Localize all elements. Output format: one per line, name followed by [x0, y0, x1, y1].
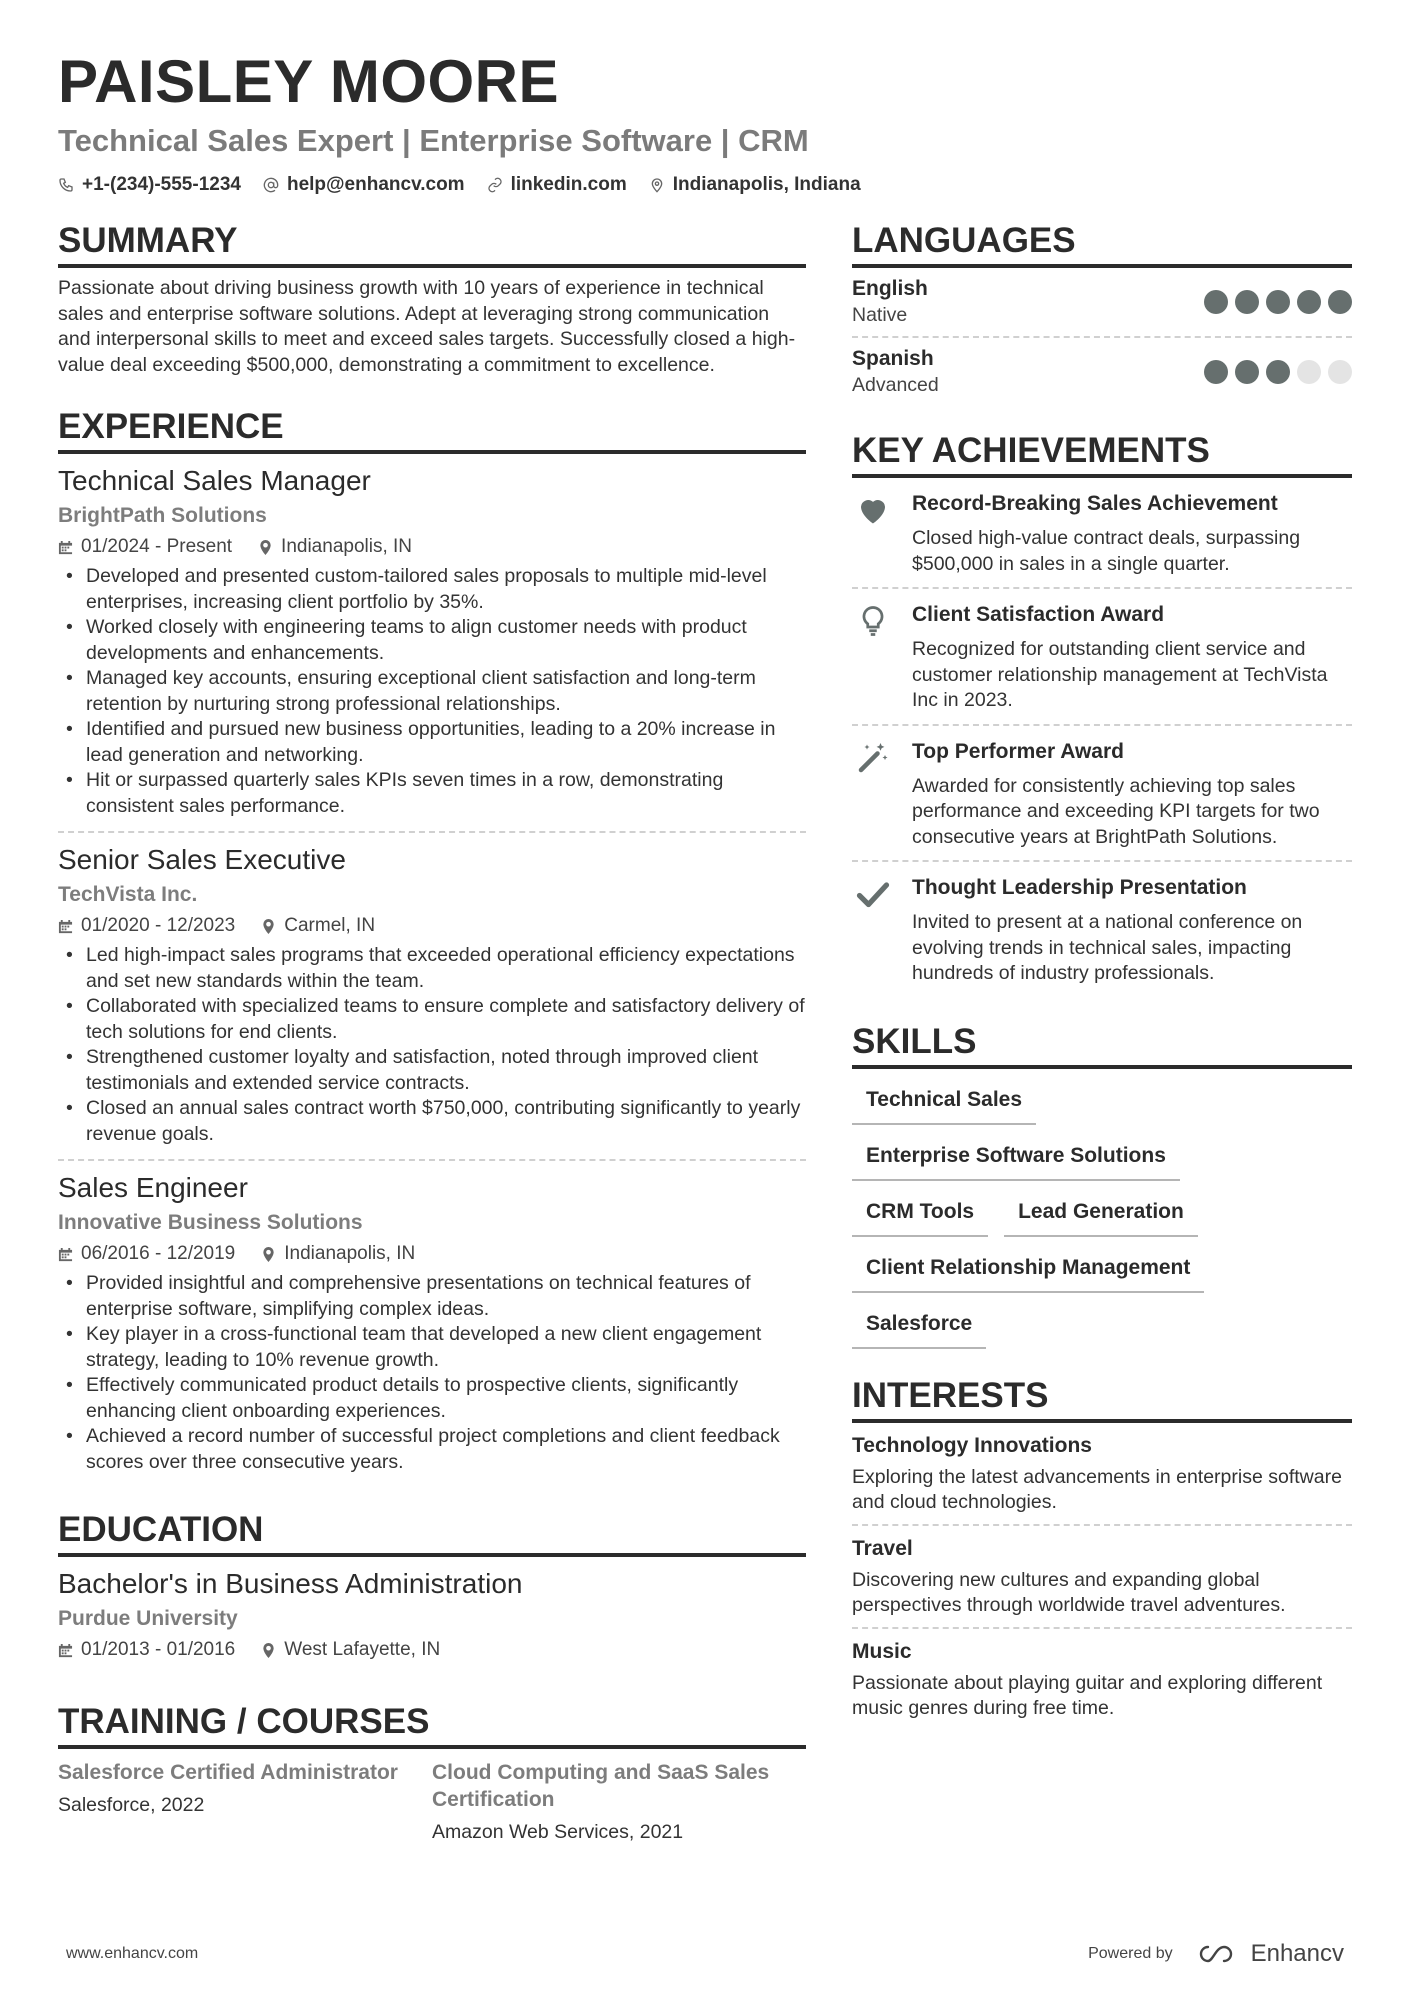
job-location-text: Indianapolis, IN: [281, 536, 413, 557]
phone-icon: [58, 177, 74, 193]
location-text: Indianapolis, Indiana: [672, 174, 861, 195]
achievement-body: [912, 738, 1352, 851]
achievement-body: [912, 874, 1352, 987]
language-name: English: [852, 277, 928, 300]
job-bullet: • Hit or surpassed quarterly sales KPIs seven times in a row, demonstrating consistent sales performance.: [58, 768, 806, 819]
job-dates-text: 01/2024 - Present: [81, 536, 233, 557]
skills-section: [852, 1021, 1352, 1349]
education-meta: [58, 1637, 806, 1663]
skills-row: [852, 1081, 1352, 1125]
job-entry: [58, 454, 806, 833]
achievement-title: Record-Breaking Sales Achievement: [912, 492, 1278, 515]
rating-dot-filled: [1266, 290, 1290, 314]
skill-tag: Salesforce: [852, 1305, 986, 1349]
job-bullet: • Led high-impact sales programs that exceeded operational efficiency expectations and set new standards within the team.: [58, 943, 806, 994]
rating-dot-empty: [1328, 360, 1352, 384]
language-entry: [852, 268, 1352, 338]
skills-row: [852, 1193, 1352, 1237]
achievement-icon-wrap: [852, 738, 894, 851]
job-bullet: • Developed and presented custom-tailored sales proposals to multiple mid-level enterprises, increasing client portfolio by 35%.: [58, 564, 806, 615]
skills-list: [852, 1081, 1352, 1349]
job-dates: [58, 913, 235, 939]
skill-tag: Enterprise Software Solutions: [852, 1137, 1180, 1181]
achievement-desc: Recognized for outstanding client service and customer relationship management at TechVista Inc in 2023.: [912, 638, 1328, 711]
interest-desc: Passionate about playing guitar and exploring different music genres during free time.: [852, 1671, 1323, 1719]
interest-title: Technology Innovations: [852, 1433, 1092, 1457]
interest-entry: [852, 1629, 1352, 1730]
school-name: Purdue University: [58, 1607, 238, 1630]
job-location-text: Indianapolis, IN: [284, 1243, 416, 1264]
job-entry: [58, 1161, 806, 1487]
contact-bar: [58, 174, 1352, 196]
achievement-title: Thought Leadership Presentation: [912, 876, 1247, 899]
achievement-icon-wrap: [852, 601, 894, 714]
job-bullet: • Provided insightful and comprehensive presentations on technical features of enterprise software, simplifying complex ideas.: [58, 1271, 806, 1322]
education-title: EDUCATION: [58, 1509, 806, 1557]
skills-title: SKILLS: [852, 1021, 1352, 1069]
language-rating: [1204, 360, 1352, 384]
achievement-entry: [852, 589, 1352, 726]
job-location: [258, 534, 412, 560]
achievement-icon-wrap: [852, 490, 894, 577]
language-info: [852, 346, 939, 398]
job-dates: [58, 534, 232, 560]
job-title: Senior Sales Executive: [58, 844, 346, 875]
contact-linkedin[interactable]: [487, 174, 627, 196]
courses-list: [58, 1759, 806, 1844]
email-text: help@enhancv.com: [286, 174, 465, 195]
link-icon: [487, 177, 503, 193]
linkedin-text: linkedin.com: [510, 174, 627, 195]
heart-icon: [855, 492, 891, 528]
job-dates-text: 01/2020 - 12/2023: [81, 915, 236, 936]
achievements-section: [852, 430, 1352, 997]
summary-text: Passionate about driving business growth with 10 years of experience in technical sales and enterprise software solutions. Adept at leveraging strong communication and interpersonal skills to meet and exceed sales targets. Successfully closed a high-value deal exceeding $500,000, demonstrating a commitment to excellence.: [58, 277, 796, 376]
calendar-icon: [58, 540, 73, 555]
contact-location: [649, 174, 861, 196]
skill-tag: CRM Tools: [852, 1193, 988, 1237]
right-column: [852, 220, 1352, 1872]
education-section: [58, 1509, 806, 1675]
skill-tag: Technical Sales: [852, 1081, 1036, 1125]
magic-wand-icon: [855, 740, 891, 776]
achievement-icon-wrap: [852, 874, 894, 987]
job-entry: [58, 833, 806, 1161]
page-footer: [66, 1940, 1344, 1968]
phone-text: +1-(234)-555-1234: [82, 174, 241, 195]
achievement-title: Top Performer Award: [912, 739, 1124, 763]
skills-row: [852, 1249, 1352, 1293]
education-location-text: West Lafayette, IN: [284, 1639, 441, 1660]
job-title: Technical Sales Manager: [58, 465, 371, 496]
course-entry: [58, 1759, 432, 1844]
rating-dot-filled: [1235, 290, 1259, 314]
achievement-desc: Awarded for consistently achieving top sales performance and exceeding KPI targets for two consecutive years at BrightPath Solutions.: [912, 774, 1320, 848]
languages-title: LANGUAGES: [852, 220, 1352, 268]
brand-logo[interactable]: [1195, 1940, 1344, 1968]
job-location: [261, 1241, 415, 1267]
skills-row: [852, 1137, 1352, 1181]
interest-desc: Discovering new cultures and expanding global perspectives through worldwide travel adventures.: [852, 1568, 1286, 1616]
left-column: [58, 220, 806, 1872]
skills-row: [852, 1305, 1352, 1349]
language-rating: [1204, 290, 1352, 314]
job-bullets: [58, 943, 806, 1147]
achievement-desc: Invited to present at a national conference on evolving trends in technical sales, impacting hundreds of industry professionals.: [912, 911, 1303, 984]
achievement-entry: [852, 478, 1352, 589]
job-location-text: Carmel, IN: [284, 915, 376, 936]
skill-tag: Client Relationship Management: [852, 1249, 1204, 1293]
course-name: Cloud Computing and SaaS Sales Certification: [432, 1761, 770, 1811]
course-org: Amazon Web Services, 2021: [432, 1821, 684, 1843]
location-pin-icon: [261, 919, 276, 934]
checkmark-icon: [855, 876, 891, 912]
job-bullet: • Key player in a cross-functional team that developed a new client engagement strategy, leading to 10% revenue growth.: [58, 1322, 806, 1373]
calendar-icon: [58, 1643, 73, 1658]
interest-title: Music: [852, 1639, 912, 1663]
education-location: [261, 1637, 440, 1663]
job-company: TechVista Inc.: [58, 883, 198, 906]
achievement-title: Client Satisfaction Award: [912, 603, 1165, 626]
course-org: Salesforce, 2022: [58, 1794, 205, 1816]
candidate-name: PAISLEY MOORE: [58, 48, 560, 115]
job-meta: [58, 913, 806, 939]
language-entry: [852, 338, 1352, 406]
language-level: Native: [852, 304, 908, 326]
job-bullet: • Effectively communicated product details to prospective clients, significantly enhancing client onboarding experiences.: [58, 1373, 806, 1424]
language-level: Advanced: [852, 374, 939, 396]
achievements-title: KEY ACHIEVEMENTS: [852, 430, 1352, 478]
education-dates: [58, 1637, 235, 1663]
education-dates-text: 01/2013 - 01/2016: [81, 1639, 236, 1660]
rating-dot-filled: [1204, 290, 1228, 314]
location-pin-icon: [258, 540, 273, 555]
language-name: Spanish: [852, 347, 934, 370]
summary-title: SUMMARY: [58, 220, 806, 268]
location-pin-icon: [261, 1247, 276, 1262]
rating-dot-empty: [1297, 360, 1321, 384]
candidate-headline: Technical Sales Expert | Enterprise Software | CRM: [58, 123, 809, 158]
job-meta: [58, 1241, 806, 1267]
job-bullets: [58, 1271, 806, 1475]
job-bullet: • Worked closely with engineering teams to align customer needs with product developments and enhancements.: [58, 615, 806, 666]
enhancv-logo-icon: [1195, 1942, 1241, 1966]
job-dates: [58, 1241, 235, 1267]
achievement-body: [912, 601, 1352, 714]
achievement-entry: [852, 862, 1352, 997]
interest-title: Travel: [852, 1536, 913, 1560]
rating-dot-filled: [1204, 360, 1228, 384]
achievement-body: [912, 490, 1352, 577]
training-section: [58, 1701, 806, 1844]
rating-dot-filled: [1235, 360, 1259, 384]
interest-desc: Exploring the latest advancements in enterprise software and cloud technologies.: [852, 1465, 1342, 1513]
powered-by-label: Powered by: [1088, 1945, 1173, 1962]
interests-title: INTERESTS: [852, 1375, 1352, 1423]
experience-section: [58, 406, 806, 1487]
resume-columns: [58, 220, 1352, 1872]
course-entry: [432, 1759, 806, 1844]
website-link[interactable]: www.enhancv.com: [66, 1945, 199, 1962]
job-bullet: • Managed key accounts, ensuring exceptional client satisfaction and long-term retention by nurturing strong professional relationships.: [58, 666, 806, 717]
interest-entry: [852, 1526, 1352, 1629]
location-pin-icon: [261, 1643, 276, 1658]
job-bullet: • Strengthened customer loyalty and satisfaction, noted through improved client testimonials and extended service contracts.: [58, 1045, 806, 1096]
job-company: BrightPath Solutions: [58, 504, 267, 527]
job-company: Innovative Business Solutions: [58, 1211, 363, 1234]
summary-section: [58, 220, 806, 378]
job-bullet: • Closed an annual sales contract worth $750,000, contributing significantly to yearly revenue goals.: [58, 1096, 806, 1147]
calendar-icon: [58, 1247, 73, 1262]
lightbulb-icon: [855, 603, 891, 639]
job-bullet: • Collaborated with specialized teams to ensure complete and satisfactory delivery of tech solutions for end clients.: [58, 994, 806, 1045]
contact-phone[interactable]: [58, 174, 241, 196]
job-location: [261, 913, 375, 939]
rating-dot-filled: [1266, 360, 1290, 384]
resume-header: [58, 48, 1352, 196]
job-title: Sales Engineer: [58, 1172, 248, 1203]
languages-section: [852, 220, 1352, 406]
interest-entry: [852, 1423, 1352, 1526]
contact-email[interactable]: [263, 174, 465, 196]
job-bullet: • Achieved a record number of successful project completions and client feedback scores over three consecutive years.: [58, 1424, 806, 1475]
education-entry: [58, 1557, 806, 1675]
job-dates-text: 06/2016 - 12/2019: [81, 1243, 236, 1264]
calendar-icon: [58, 919, 73, 934]
powered-by: [1088, 1940, 1344, 1968]
at-icon: [263, 177, 279, 193]
location-pin-icon: [649, 177, 665, 193]
course-name: Salesforce Certified Administrator: [58, 1761, 398, 1784]
job-bullet: • Identified and pursued new business opportunities, leading to a 20% increase in lead generation and networking.: [58, 717, 806, 768]
language-info: [852, 276, 928, 328]
training-title: TRAINING / COURSES: [58, 1701, 806, 1749]
rating-dot-filled: [1328, 290, 1352, 314]
degree-title: Bachelor's in Business Administration: [58, 1568, 523, 1599]
experience-title: EXPERIENCE: [58, 406, 806, 454]
rating-dot-filled: [1297, 290, 1321, 314]
job-meta: [58, 534, 806, 560]
job-bullets: [58, 564, 806, 819]
achievement-desc: Closed high-value contract deals, surpassing $500,000 in sales in a single quarter.: [912, 527, 1301, 575]
brand-name: Enhancv: [1250, 1940, 1344, 1967]
skill-tag: Lead Generation: [1004, 1193, 1198, 1237]
achievement-entry: [852, 726, 1352, 863]
interests-section: [852, 1375, 1352, 1730]
